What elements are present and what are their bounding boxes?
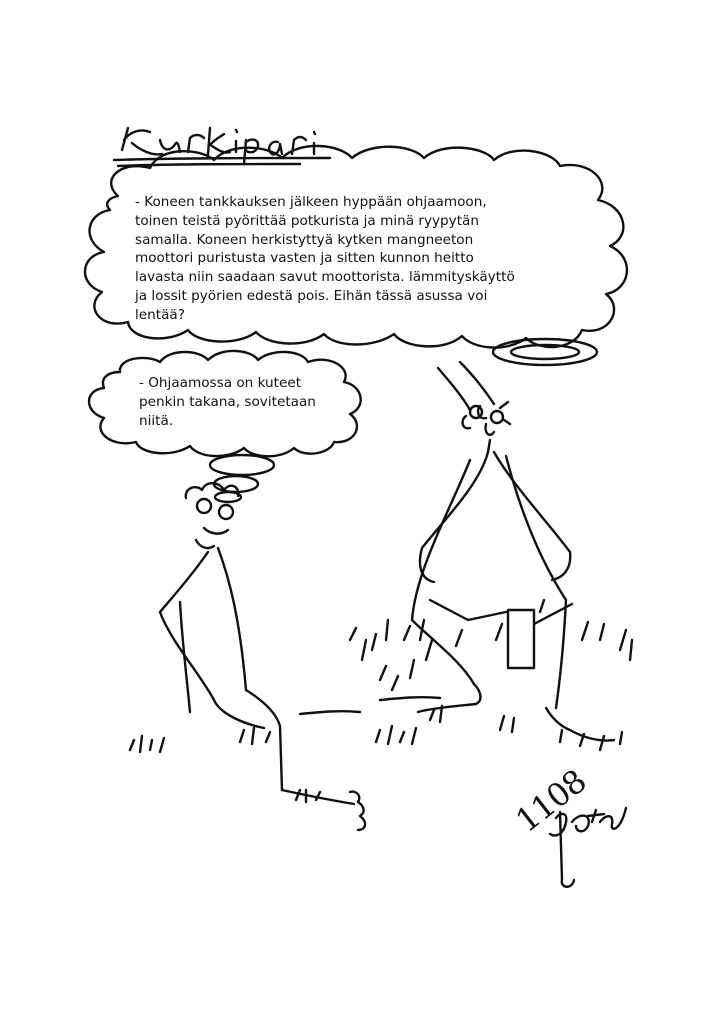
thought-trail-1 <box>493 339 597 365</box>
thought-bubble-large-text: - Koneen tankkauksen jälkeen hyppään ohjaamoon, toinen teistä pyörittää potkurista ja minä ryypytän samalla. Koneen herkistyttyä kytken mangneeton moottori puristusta vasten ja sitten kunnon heitto lavasta niin saadaan savut moottorista. lämmityskäyttö ja lossit pyörien edestä pois. Eihän tässä asussa voi lentää? <box>135 194 515 323</box>
title-handwriting <box>114 128 330 166</box>
sitting-figure <box>160 483 365 830</box>
thought-trail-2 <box>210 455 274 475</box>
thought-bubble-small-text: - Ohjaamossa on kuteet penkin takana, sovitetaan niitä. <box>139 375 316 429</box>
standing-figure <box>412 362 614 741</box>
signature-name <box>550 808 626 887</box>
figure-shirt <box>508 610 534 668</box>
signature-number: 1108 <box>508 762 593 840</box>
